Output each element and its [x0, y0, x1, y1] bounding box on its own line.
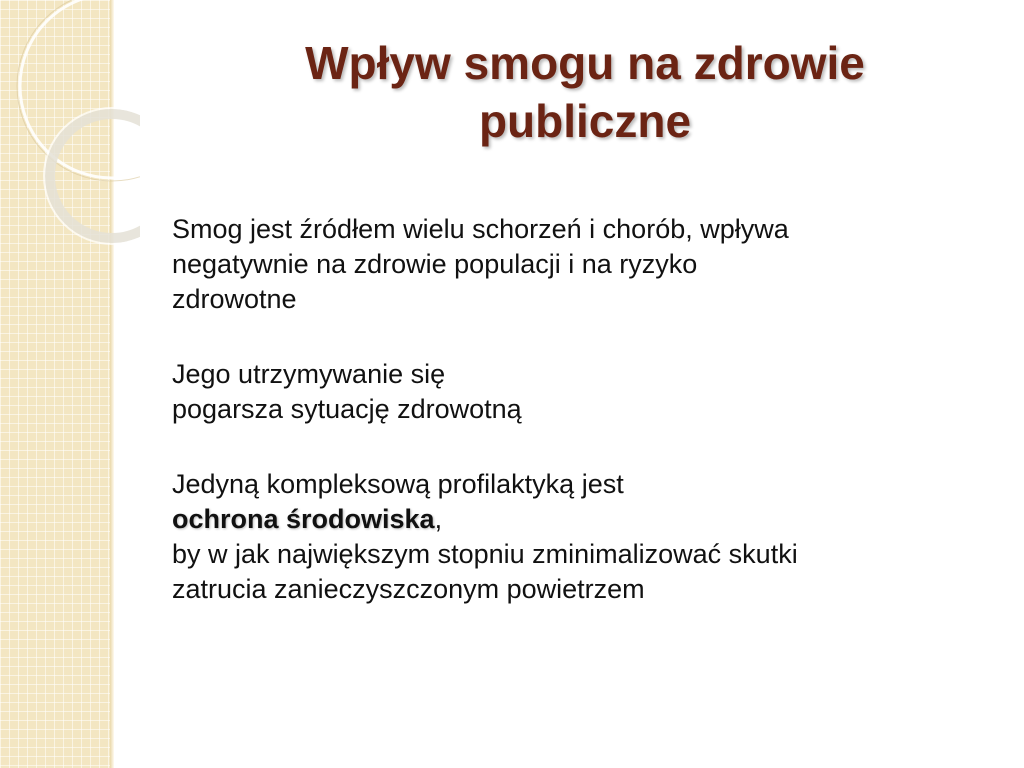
- title-line-2: publiczne: [478, 95, 692, 147]
- slide-body: [172, 212, 1002, 607]
- paragraph-persistence: [172, 357, 1002, 427]
- text-line: zdrowotne: [172, 284, 297, 314]
- text-line: pogarsza sytuację zdrowotną: [172, 394, 522, 424]
- text-line: zatrucia zanieczyszczonym powietrzem: [172, 574, 645, 604]
- text-line: by w jak największym stopniu zminimalizować skutki: [172, 539, 798, 569]
- emphasis-suffix: ,: [434, 504, 443, 534]
- emphasis-line: [172, 502, 1002, 537]
- text-line: negatywnie na zdrowie populacji i na ryzyko: [172, 249, 698, 279]
- text-line: Smog jest źródłem wielu schorzeń i chorób, wpływa: [172, 214, 789, 244]
- text-line: Jedyną kompleksową profilaktyką jest: [172, 469, 624, 499]
- decorative-rings-icon: [0, 0, 140, 260]
- paragraph-prevention: [172, 467, 1002, 607]
- text-line: Jego utrzymywanie się: [172, 359, 446, 389]
- slide-title: [190, 34, 980, 150]
- paragraph-smog-effects: [172, 212, 1002, 317]
- emphasis-text: ochrona środowiska: [172, 504, 435, 534]
- title-line-1: Wpływ smogu na zdrowie: [305, 37, 865, 89]
